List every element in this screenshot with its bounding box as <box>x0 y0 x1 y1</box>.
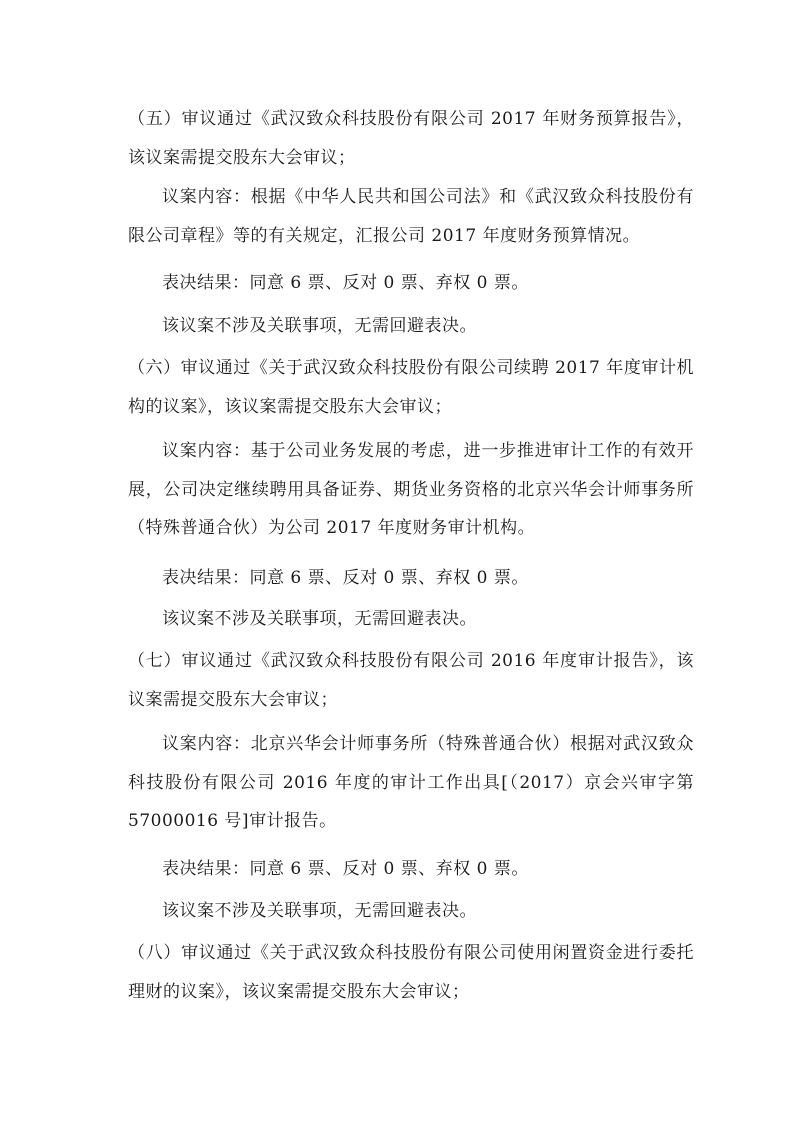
section-7-related-note: 该议案不涉及关联事项，无需回避表决。 <box>162 901 477 921</box>
section-5-content: 议案内容：根据《中华人民共和国公司法》和《武汉致众科技股份有限公司章程》等的有关规定，汇报公司 2017 年度财务预算情况。 <box>128 187 694 246</box>
section-5-heading: （五）审议通过《武汉致众科技股份有限公司 2017 年财务预算报告》，该议案需提交股东大会审议； <box>128 109 694 168</box>
section-5-vote-result: 表决结果：同意 6 票、反对 0 票、弃权 0 票。 <box>162 273 529 293</box>
section-7-content: 议案内容：北京兴华会计师事务所（特殊普通合伙）根据对武汉致众科技股份有限公司 2016 年度的审计工作出具[（2017）京会兴审字第 57000016 号]审计报告。 <box>128 734 694 831</box>
section-6-vote-result: 表决结果：同意 6 票、反对 0 票、弃权 0 票。 <box>162 568 529 588</box>
section-8-heading: （八）审议通过《关于武汉致众科技股份有限公司使用闲置资金进行委托理财的议案》，该议案需提交股东大会审议； <box>128 943 694 1002</box>
section-6-content: 议案内容：基于公司业务发展的考虑，进一步推进审计工作的有效开展，公司决定继续聘用具备证券、期货业务资格的北京兴华会计师事务所（特殊普通合伙）为公司 2017 年度财务审计机构。 <box>128 441 694 538</box>
section-6-heading: （六）审议通过《关于武汉致众科技股份有限公司续聘 2017 年度审计机构的议案》，该议案需提交股东大会审议； <box>128 358 694 417</box>
section-7-vote-result: 表决结果：同意 6 票、反对 0 票、弃权 0 票。 <box>162 859 529 879</box>
section-7-heading: （七）审议通过《武汉致众科技股份有限公司 2016 年度审计报告》，该议案需提交股东大会审议； <box>128 651 694 710</box>
section-5-related-note: 该议案不涉及关联事项，无需回避表决。 <box>162 316 477 336</box>
section-6-related-note: 该议案不涉及关联事项，无需回避表决。 <box>162 609 477 629</box>
